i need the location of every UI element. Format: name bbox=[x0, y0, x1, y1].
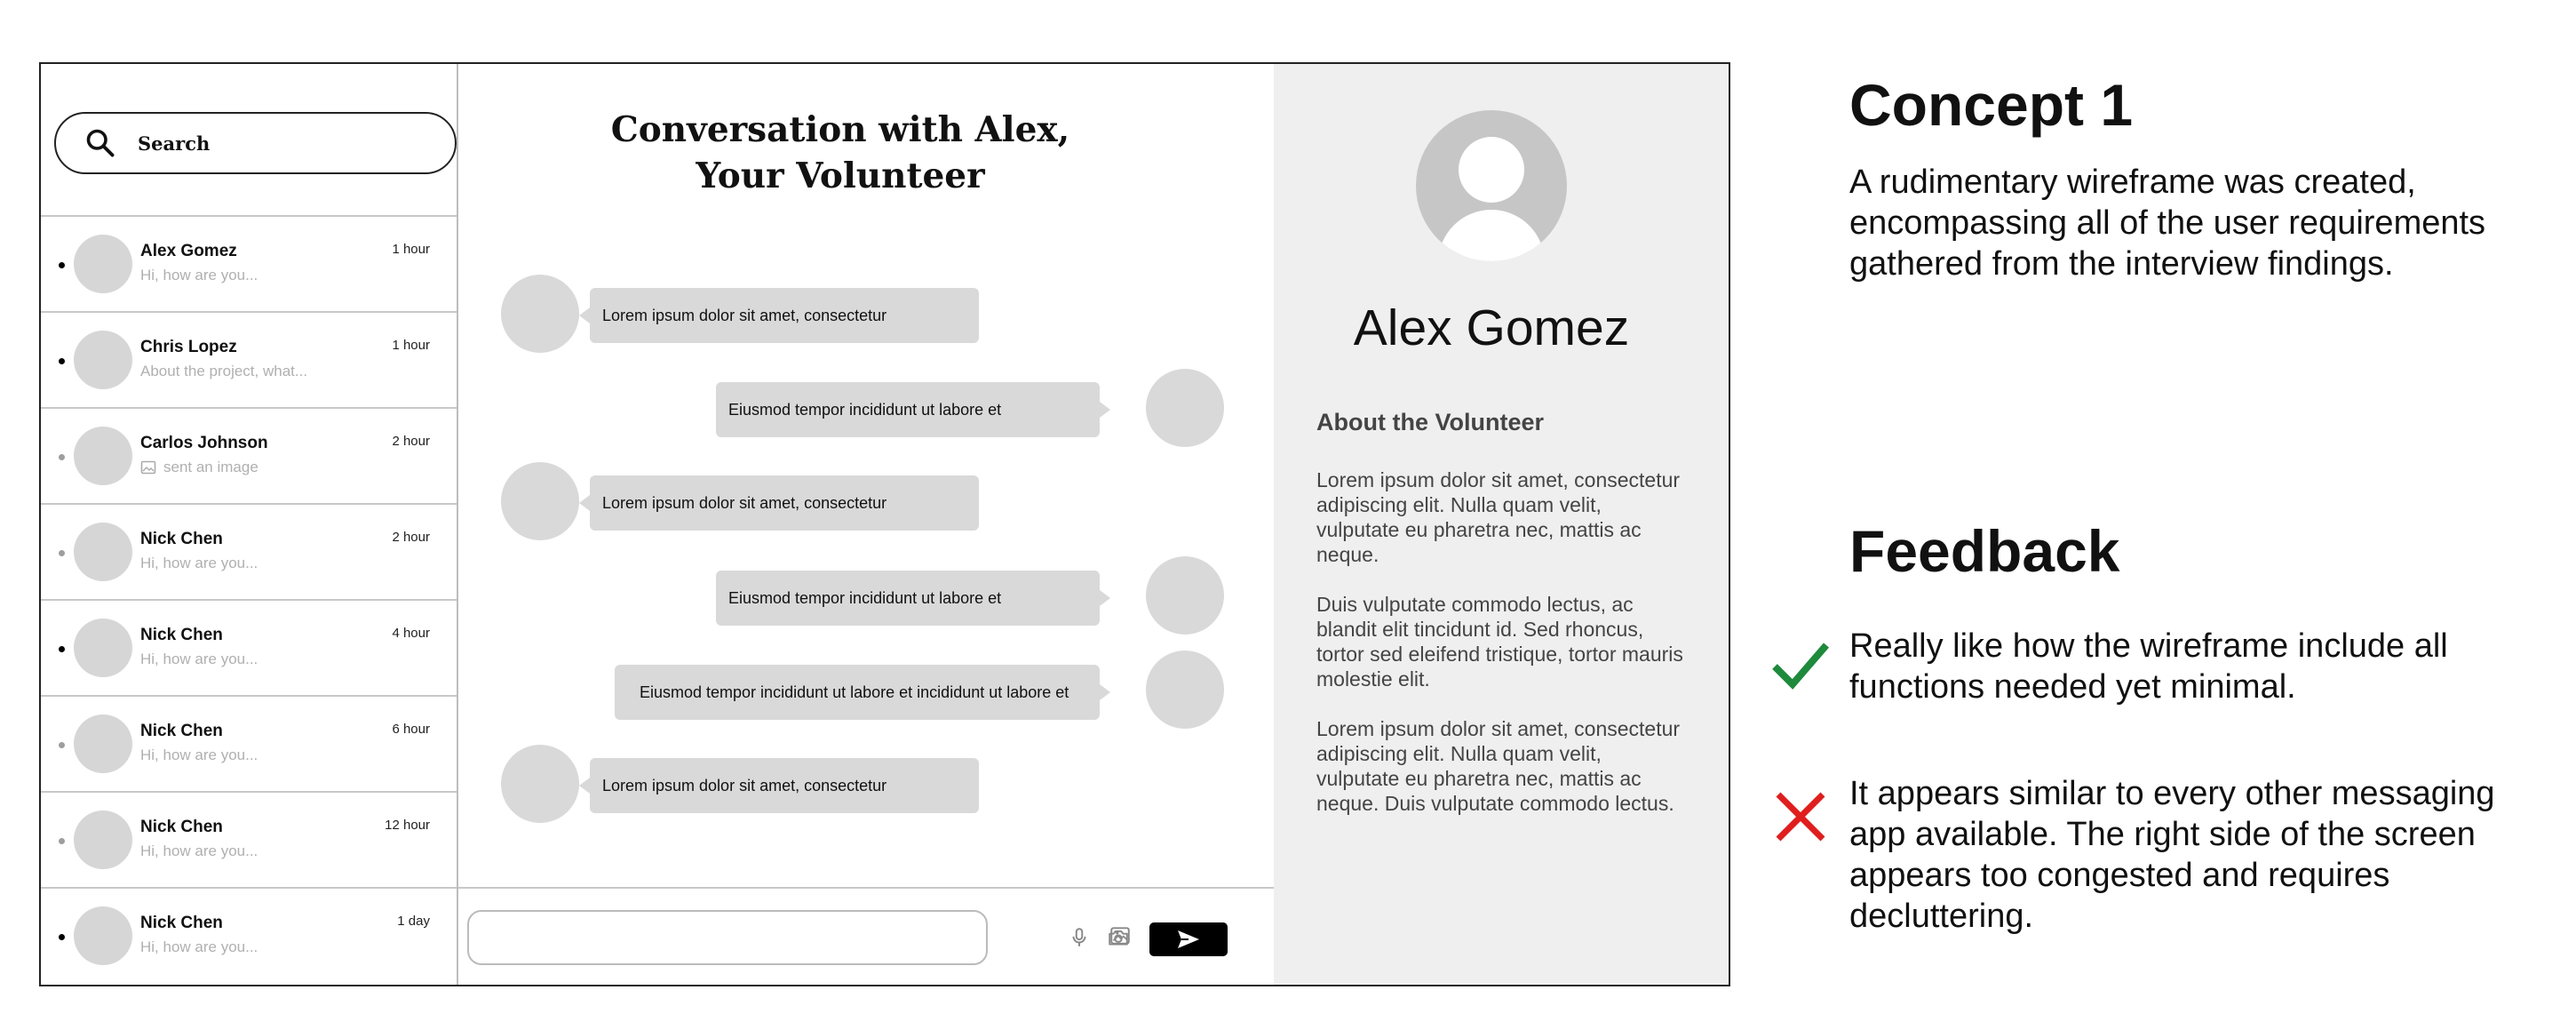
about-paragraph: Lorem ipsum dolor sit amet, consectetur adipiscing elit. Nulla quam velit, vulputate eu pharetra nec, mattis ac neque. bbox=[1316, 468, 1681, 566]
conversation-item[interactable] bbox=[41, 407, 457, 503]
message-preview: Hi, how are you... bbox=[140, 267, 258, 283]
read-dot bbox=[59, 742, 65, 748]
avatar bbox=[74, 619, 132, 677]
sender-avatar bbox=[501, 462, 579, 540]
contact-name: Nick Chen bbox=[140, 530, 223, 548]
image-icon bbox=[140, 459, 156, 475]
user-avatar bbox=[1146, 651, 1224, 729]
avatar bbox=[74, 810, 132, 869]
message-time: 2 hour bbox=[392, 530, 430, 545]
avatar bbox=[74, 715, 132, 773]
image-icon[interactable] bbox=[1109, 924, 1132, 947]
user-avatar bbox=[1146, 556, 1224, 635]
message-composer bbox=[458, 887, 1274, 985]
conversation-item[interactable] bbox=[41, 311, 457, 407]
message-preview: Hi, how are you... bbox=[140, 747, 258, 763]
conversation-item[interactable] bbox=[41, 503, 457, 599]
message-time: 12 hour bbox=[385, 818, 430, 833]
about-paragraph: Lorem ipsum dolor sit amet, consectetur adipiscing elit. Nulla quam velit, vulputate eu pharetra nec, mattis ac neque. Duis vulputate commodo lectus. bbox=[1316, 717, 1681, 815]
wireframe-frame bbox=[39, 62, 1730, 986]
message-preview: Hi, how are you... bbox=[140, 938, 258, 955]
message-bubble-sent: Eiusmod tempor incididunt ut labore et bbox=[716, 382, 1100, 437]
chat-title: Conversation with Alex, Your Volunteer bbox=[610, 109, 1070, 196]
avatar bbox=[74, 235, 132, 293]
contact-name: Nick Chen bbox=[140, 626, 223, 644]
message-bubble-sent: Eiusmod tempor incididunt ut labore et incididunt ut labore et bbox=[615, 665, 1100, 720]
contact-name: Alex Gomez bbox=[140, 242, 237, 260]
chat-area bbox=[458, 64, 1274, 985]
message-bubble-received: Lorem ipsum dolor sit amet, consectetur bbox=[590, 288, 979, 343]
message-bubble-received: Lorem ipsum dolor sit amet, consectetur bbox=[590, 758, 979, 813]
send-icon bbox=[1176, 929, 1201, 950]
contact-name: Nick Chen bbox=[140, 818, 223, 836]
message-input[interactable] bbox=[467, 910, 988, 965]
conversation-item[interactable] bbox=[41, 215, 457, 311]
conversation-item[interactable] bbox=[41, 887, 457, 983]
read-dot bbox=[59, 454, 65, 460]
avatar bbox=[74, 523, 132, 581]
message-preview: About the project, what... bbox=[140, 363, 308, 379]
message-time: 2 hour bbox=[392, 434, 430, 449]
message-time: 4 hour bbox=[392, 626, 430, 641]
about-title: About the Volunteer bbox=[1316, 409, 1544, 435]
search-placeholder: Search bbox=[138, 132, 211, 155]
checkmark-icon bbox=[1769, 633, 1832, 695]
contact-name: Nick Chen bbox=[140, 722, 223, 740]
read-dot bbox=[59, 838, 65, 844]
message-bubble-received: Lorem ipsum dolor sit amet, consectetur bbox=[590, 475, 979, 531]
avatar bbox=[74, 331, 132, 389]
conversation-item[interactable] bbox=[41, 695, 457, 791]
send-button[interactable] bbox=[1149, 922, 1228, 956]
contact-name: Chris Lopez bbox=[140, 338, 237, 356]
search-icon bbox=[84, 127, 116, 159]
message-bubble-sent: Eiusmod tempor incididunt ut labore et bbox=[716, 571, 1100, 626]
concept-title: Concept 1 bbox=[1849, 72, 2134, 138]
message-time: 1 day bbox=[397, 914, 430, 929]
profile-avatar bbox=[1416, 110, 1567, 261]
conversation-sidebar bbox=[41, 64, 458, 985]
contact-name: Carlos Johnson bbox=[140, 434, 268, 452]
message-preview: Hi, how are you... bbox=[140, 842, 258, 859]
profile-panel bbox=[1274, 64, 1729, 985]
message-time: 1 hour bbox=[392, 338, 430, 353]
unread-dot bbox=[59, 934, 65, 940]
message-time: 1 hour bbox=[392, 242, 430, 257]
unread-dot bbox=[59, 262, 65, 268]
read-dot bbox=[59, 550, 65, 556]
feedback-title: Feedback bbox=[1849, 518, 2120, 584]
positive-feedback: Really like how the wireframe include all functions needed yet minimal. bbox=[1849, 627, 2448, 706]
search-input[interactable] bbox=[54, 112, 457, 174]
concept-description: A rudimentary wireframe was created, encompassing all of the user requirements gathered from the interview findings. bbox=[1849, 164, 2486, 283]
conversation-item[interactable] bbox=[41, 791, 457, 887]
user-avatar bbox=[1146, 369, 1224, 447]
profile-name: Alex Gomez bbox=[1353, 299, 1630, 356]
about-paragraph: Duis vulputate commodo lectus, ac blandit elit tincidunt id. Sed rhoncus, tortor sed eleifend tristique, tortor mauris molestie elit. bbox=[1316, 593, 1683, 691]
avatar bbox=[74, 427, 132, 485]
microphone-icon[interactable] bbox=[1068, 926, 1091, 949]
contact-name: Nick Chen bbox=[140, 914, 223, 932]
message-preview: Hi, how are you... bbox=[140, 555, 258, 571]
avatar-body-shape bbox=[1438, 210, 1545, 261]
message-preview: sent an image bbox=[140, 459, 258, 476]
message-time: 6 hour bbox=[392, 722, 430, 737]
conversation-item[interactable] bbox=[41, 599, 457, 695]
sender-avatar bbox=[501, 275, 579, 353]
avatar-head-shape bbox=[1459, 137, 1524, 203]
sender-avatar bbox=[501, 745, 579, 823]
avatar bbox=[74, 906, 132, 965]
message-preview: Hi, how are you... bbox=[140, 651, 258, 667]
negative-feedback: It appears similar to every other messaging app available. The right side of the screen appears too congested and requires decluttering. bbox=[1849, 775, 2495, 935]
unread-dot bbox=[59, 358, 65, 364]
unread-dot bbox=[59, 646, 65, 652]
cross-icon bbox=[1769, 786, 1832, 848]
conversation-list bbox=[41, 215, 457, 983]
